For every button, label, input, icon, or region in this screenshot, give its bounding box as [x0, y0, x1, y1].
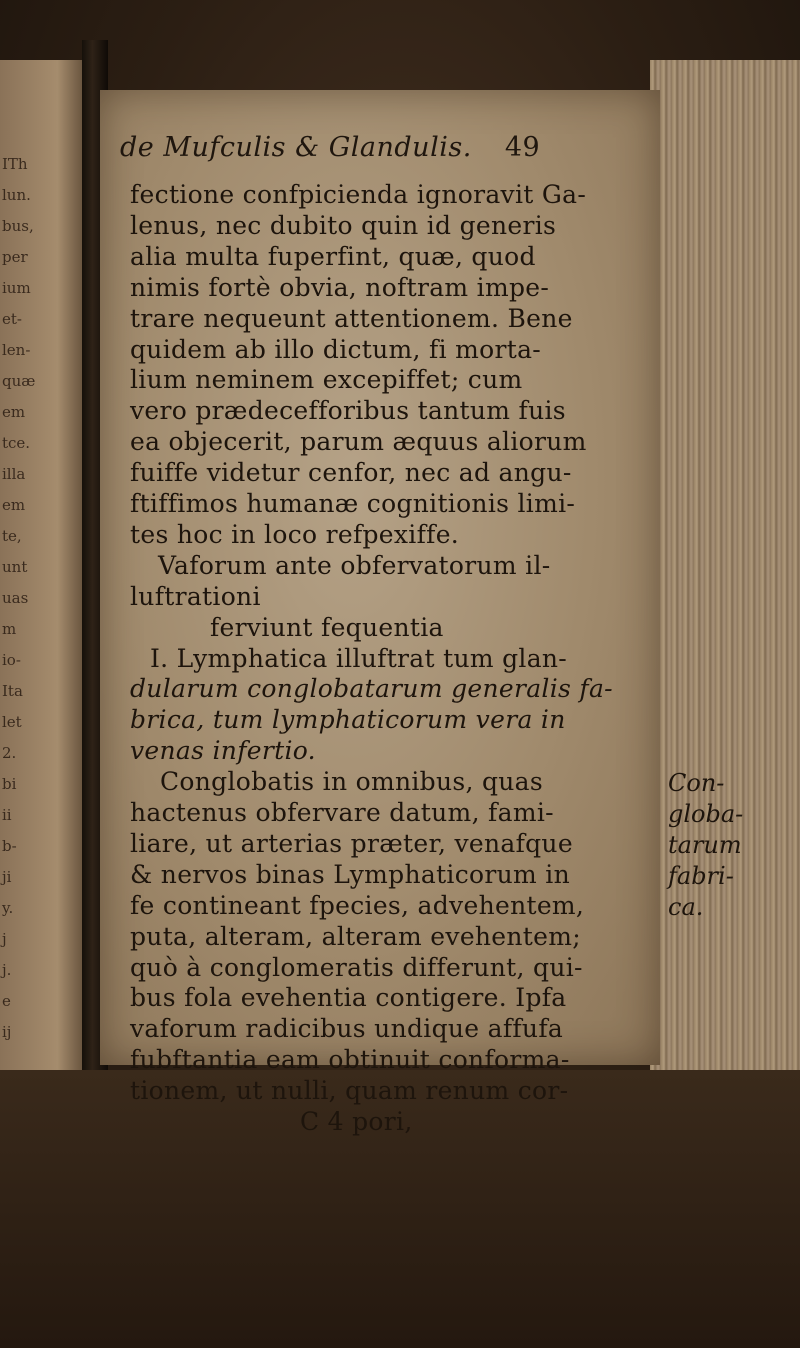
text-line: bus fola evehentia contigere. Ipfa — [130, 983, 567, 1013]
left-page-fragment: illa — [2, 465, 26, 483]
left-page-fragment: Ita — [2, 682, 23, 700]
left-page-fragment: per — [2, 248, 28, 266]
text-line: Vaforum ante obfervatorum il- — [158, 550, 551, 580]
text-line: brica, tum lymphaticorum vera in — [130, 705, 566, 735]
margin-note: globa- — [668, 800, 744, 828]
left-page-fragment: y. — [2, 899, 14, 917]
left-page-fragment: ITh — [2, 155, 28, 173]
left-page-fragment: unt — [2, 558, 28, 576]
text-line: quidem ab illo dictum, fi morta- — [130, 334, 542, 364]
text-line: Conglobatis in omnibus, quas — [160, 767, 544, 797]
text-line: venas infertio. — [130, 736, 316, 766]
left-page-fragment: et- — [2, 310, 22, 328]
previous-page-edge — [0, 60, 82, 1070]
text-line: quò à conglomeratis differunt, qui- — [130, 952, 583, 982]
left-page-fragment: len- — [2, 341, 31, 359]
margin-note: Con- — [668, 769, 725, 798]
left-page-fragment: m — [2, 620, 17, 638]
left-page-fragment: tce. — [2, 434, 31, 452]
text-line: fuiffe videtur cenfor, nec ad angu- — [130, 458, 572, 488]
text-line: ferviunt fequentia — [210, 612, 444, 642]
text-line: C 4 pori, — [300, 1107, 413, 1136]
text-line: luftrationi — [130, 581, 261, 611]
text-line: lium neminem excepiffet; cum — [130, 365, 523, 395]
left-page-fragment: em — [2, 496, 26, 514]
left-page-fragment: io- — [2, 651, 21, 669]
left-page-fragment: quæ — [2, 372, 36, 390]
margin-note: ca. — [668, 892, 704, 921]
left-page-fragment: bi — [2, 775, 17, 793]
margin-note: fabri- — [668, 861, 734, 890]
text-line: dularum conglobatarum generalis fa- — [130, 674, 613, 704]
text-line: alia multa fuperfint, quæ, quod — [130, 241, 536, 271]
text-line: lenus, nec dubito quin id generis — [130, 210, 557, 240]
text-line: trare nequeunt attentionem. Bene — [130, 303, 573, 333]
left-page-fragment: ium — [2, 279, 31, 297]
margin-note: tarum — [668, 830, 742, 859]
text-line: vaforum radicibus undique affufa — [130, 1014, 564, 1044]
text-line: nimis fortè obvia, noftram impe- — [130, 272, 550, 302]
left-page-fragment: 2. — [2, 744, 17, 762]
text-line: fubftantia eam obtinuit conforma- — [130, 1045, 570, 1075]
text-line: fectione confpicienda ignoravit Ga- — [130, 180, 587, 209]
text-line: liare, ut arterias præter, venafque — [130, 828, 573, 858]
text-line: tes hoc in loco refpexiffe. — [130, 519, 460, 549]
left-page-fragment: j. — [2, 961, 12, 979]
left-page-fragment: em — [2, 403, 26, 421]
left-page-fragment: te, — [2, 527, 22, 545]
running-head — [120, 132, 560, 163]
text-line: fe contineant fpecies, advehentem, — [130, 890, 585, 920]
text-line: hactenus obfervare datum, fami- — [130, 798, 554, 827]
text-line: tionem, ut nulli, quam renum cor- — [130, 1076, 569, 1106]
left-page-fragment: lun. — [2, 186, 31, 204]
text-line: puta, alteram, alteram evehentem; — [130, 921, 581, 951]
text-line: ea objecerit, parum æquus aliorum — [130, 427, 587, 457]
text-line: & nervos binas Lymphaticorum in — [130, 859, 570, 889]
text-line: ftiffimos humanæ cognitionis limi- — [130, 489, 576, 518]
text-line: vero prædecefforibus tantum fuis — [130, 396, 566, 426]
running-head-title: de Mufculis & Glandulis. — [120, 132, 472, 163]
left-page-fragment: j — [2, 930, 7, 948]
text-line: I. Lymphatica illuftrat tum glan- — [150, 643, 568, 673]
left-page-fragment: let — [2, 713, 22, 731]
left-page-fragment: b- — [2, 837, 17, 855]
left-page-fragment: uas — [2, 589, 29, 607]
left-page-fragment: ii — [2, 806, 12, 824]
left-page-fragment: e — [2, 992, 11, 1010]
page-number: 49 — [504, 132, 541, 163]
left-page-fragment: ij — [2, 1023, 12, 1041]
left-page-fragment: bus, — [2, 217, 34, 235]
left-page-fragment: ji — [2, 868, 12, 886]
